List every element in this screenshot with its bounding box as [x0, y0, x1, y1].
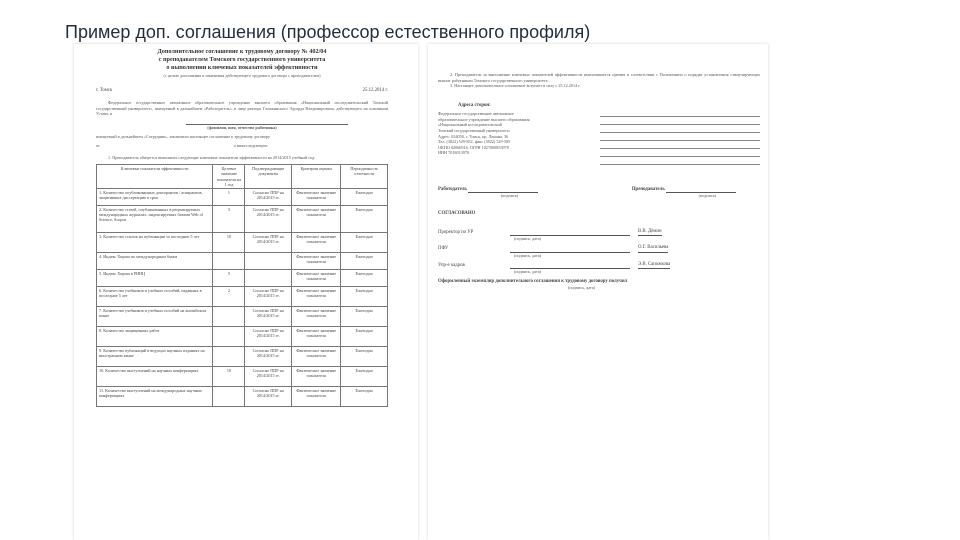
table-cell: 2 [213, 286, 245, 306]
addresses-title: Адреса сторон: [458, 102, 491, 108]
table-cell: Фактическое значение показателя [291, 346, 340, 366]
address-line: образовательное учреждение высшего образования [438, 116, 530, 122]
approval-name: Э.В. Сапожкова [638, 262, 670, 269]
address-blank-line [600, 157, 760, 165]
contract-number-row [96, 143, 388, 149]
approval-role: Проректор по УР [438, 229, 474, 235]
address-line: ОКПО 02066916, ОГРН 1027000853978 [438, 144, 509, 150]
table-cell: Согласно ППР на 2014/2015 гг. [245, 386, 292, 406]
kpi-table [96, 164, 388, 407]
table-cell: 1. Количество опубликованных докторантов / аспирантов, защитивших диссертацию в срок [97, 188, 213, 205]
table-cell: Ежегодно [341, 366, 388, 386]
table-cell: Фактическое значение показателя [291, 232, 340, 252]
kpi-col-documents: Подтверждающие документы [245, 165, 292, 189]
place-date-row [96, 88, 388, 94]
kpi-col-period: Периодичность отчетности [341, 165, 388, 189]
table-cell [213, 326, 245, 346]
table-cell: Ежегодно [341, 326, 388, 346]
agreement-place: г. Томск [96, 87, 113, 93]
address-line: Федеральное государственное автономное [438, 111, 514, 117]
table-row [97, 286, 388, 306]
table-cell: 3 [213, 205, 245, 232]
table-cell: 10 [213, 232, 245, 252]
copy-received-text: Оформленный экземпляр дополнительного соглашения к трудовому договору получил [438, 278, 628, 284]
approval-name: В.В. Дёмин [638, 229, 662, 236]
address-line: Тел. (3822) 529-852, факс (3822) 529-585 [438, 139, 511, 145]
employee-text: именуемый в дальнейшем «Сотрудник», заключили настоящее соглашение к трудовому договору [96, 134, 271, 140]
table-cell [213, 346, 245, 366]
approval-caption: (подпись, дата) [514, 269, 542, 275]
table-cell: Фактическое значение показателя [291, 205, 340, 232]
table-cell: Фактическое значение показателя [291, 366, 340, 386]
table-cell: 10 [213, 366, 245, 386]
employer-signature-caption: (подпись) [500, 193, 519, 199]
table-cell: Фактическое значение показателя [291, 269, 340, 286]
table-cell: Согласно ППР на 2014/2015 гг. [245, 346, 292, 366]
kpi-col-target: Целевое значение показателя на 1 год [213, 165, 245, 189]
approval-caption: (подпись, дата) [514, 252, 542, 258]
contract-from-label: от [96, 142, 100, 148]
agreed-title: СОГЛАСОВАНО [438, 210, 476, 216]
employee-label: Преподаватель [631, 186, 665, 192]
address-line: Адрес: 634050, г. Томск, пр. Ленина, 36 [438, 133, 509, 139]
table-cell: 1 [213, 188, 245, 205]
table-cell: Ежегодно [341, 205, 388, 232]
document-page-left [74, 44, 418, 540]
table-cell: Ежегодно [341, 188, 388, 205]
table-cell: 4. Индекс Хирша по международным базам [97, 252, 213, 269]
clause-1-text: 1. Преподаватель обязуется выполнить следующие ключевые показатели эффективности на 2014/2015 учебный год: [108, 154, 316, 160]
table-cell [245, 269, 292, 286]
approval-role: ПФУ [438, 246, 449, 252]
table-cell: Ежегодно [341, 252, 388, 269]
slide-title: Пример доп. соглашения (профессор естественного профиля) [65, 22, 591, 42]
table-cell: Фактическое значение показателя [291, 386, 340, 406]
table-cell: Фактическое значение показателя [291, 252, 340, 269]
address-blank-line [600, 109, 760, 117]
table-row [97, 252, 388, 269]
employer-label: Работодатель [438, 186, 467, 192]
table-cell: 3. Количество ссылок на публикации за последние 5 лет [97, 232, 213, 252]
agreement-heading-line-1: Дополнительное соглашение к трудовому договору № 402/04 [157, 48, 327, 55]
table-cell: Фактическое значение показателя [291, 326, 340, 346]
table-cell: 8. Количество защищенных работ [97, 326, 213, 346]
employee-address-lines [588, 103, 760, 165]
clause-3-text: 3. Настоящее дополнительное соглашение вступает в силу с 25.12.2014 г. [450, 83, 581, 89]
kpi-col-criteria: Критерии оценки [291, 165, 340, 189]
agreement-heading-line-3: о выполнении ключевых показателей эффективности [166, 64, 318, 71]
table-cell: Ежегодно [341, 306, 388, 326]
table-row [97, 306, 388, 326]
table-cell: 7. Количество учебников и учебных пособий на английском языке [97, 306, 213, 326]
employee-signature [632, 187, 760, 199]
agreement-subheading: (с целью дополнения и изменения действующего трудового договора с преподавателем) [163, 73, 321, 78]
approval-name: О.Г. Васильева [638, 245, 668, 252]
table-cell [245, 252, 292, 269]
employee-name-caption: (фамилия, имя, отчество работника) [207, 124, 277, 130]
approval-row [438, 260, 760, 269]
table-row [97, 346, 388, 366]
table-row [97, 366, 388, 386]
agreement-heading-line-2: с преподавателем Томского государственного университета [158, 56, 326, 63]
kpi-col-indicator: Ключевые показатели эффективности [97, 165, 213, 189]
signature-row [438, 187, 760, 199]
table-cell: Ежегодно [341, 386, 388, 406]
table-cell: 6. Количество учебников и учебных пособий, изданных в последние 5 лет [97, 286, 213, 306]
address-blank-line [600, 141, 760, 149]
table-cell: Согласно ППР на 2014/2015 гг. [245, 326, 292, 346]
table-row [97, 205, 388, 232]
table-cell: Согласно ППР на 2014/2015 гг. [245, 286, 292, 306]
approval-caption: (подпись, дата) [514, 236, 542, 242]
contract-following-label: о нижеследующем: [233, 142, 268, 148]
address-line: Томский государственный университет» [438, 127, 511, 133]
table-cell: 9. Количество публикаций в ведущих научных изданиях на иностранном языке [97, 346, 213, 366]
employee-signature-caption: (подпись) [698, 193, 716, 199]
address-blank-line [600, 133, 760, 141]
table-cell: Ежегодно [341, 232, 388, 252]
table-row [97, 188, 388, 205]
table-cell: 11. Количество выступлений на международных научных конференциях [97, 386, 213, 406]
approval-row [438, 244, 760, 253]
address-blank-line [600, 117, 760, 125]
document-page-right [428, 44, 768, 540]
table-cell [213, 306, 245, 326]
approval-row [438, 227, 760, 236]
approval-role: Упр-е кадров [438, 262, 465, 268]
table-cell: Согласно ППР на 2014/2015 гг. [245, 232, 292, 252]
address-line: ИНН 7018013970 [438, 150, 470, 156]
table-cell: Согласно ППР на 2014/2015 гг. [245, 188, 292, 205]
table-cell: Фактическое значение показателя [291, 286, 340, 306]
table-cell [213, 386, 245, 406]
table-cell: Согласно ППР на 2014/2015 гг. [245, 366, 292, 386]
employer-signature [438, 187, 538, 199]
table-cell: Согласно ППР на 2014/2015 гг. [245, 306, 292, 326]
table-cell: Согласно ППР на 2014/2015 гг. [245, 205, 292, 232]
table-cell: 2. Количество статей, опубликованных в рецензируемых международных журналах, индексируемых базами Web of Science, Scopus [97, 205, 213, 232]
copy-received-caption: (подпись, дата) [568, 285, 596, 291]
table-cell: 5 [213, 269, 245, 286]
table-cell: Фактическое значение показателя [291, 188, 340, 205]
table-cell: Фактическое значение показателя [291, 306, 340, 326]
agreement-date: 25.12.2014 г. [362, 87, 388, 93]
kpi-table-header-row [97, 165, 388, 189]
table-cell: Ежегодно [341, 286, 388, 306]
table-row [97, 269, 388, 286]
approvals-list [438, 227, 760, 275]
table-row [97, 232, 388, 252]
table-cell [213, 252, 245, 269]
table-row [97, 386, 388, 406]
table-cell: Ежегодно [341, 269, 388, 286]
address-line: «Национальный исследовательский [438, 122, 502, 128]
table-cell: Ежегодно [341, 346, 388, 366]
addresses-block [438, 103, 760, 165]
table-cell: 10. Количество выступлений на научных конференциях [97, 366, 213, 386]
table-cell: 5. Индекс Хирша в РИНЦ [97, 269, 213, 286]
address-blank-line [600, 149, 760, 157]
clause-2-text: 2. Преподаватель за выполнение ключевых показателей эффективности выплачивается премия в соответствии с Положением о порядке установления стимулирующих выплат работникам Томского государственного университета. [438, 72, 760, 83]
table-row [97, 326, 388, 346]
address-blank-line [600, 125, 760, 133]
preamble-text: Федеральное государственное автономное образовательное учреждение высшего образования «Национальный исследовательский Томский государственный университет», именуемый в дальнейшем «Работодатель», в лице ректора Галажинского Эдуарда Владимировича, действующего на основании Устава, и [96, 100, 388, 117]
